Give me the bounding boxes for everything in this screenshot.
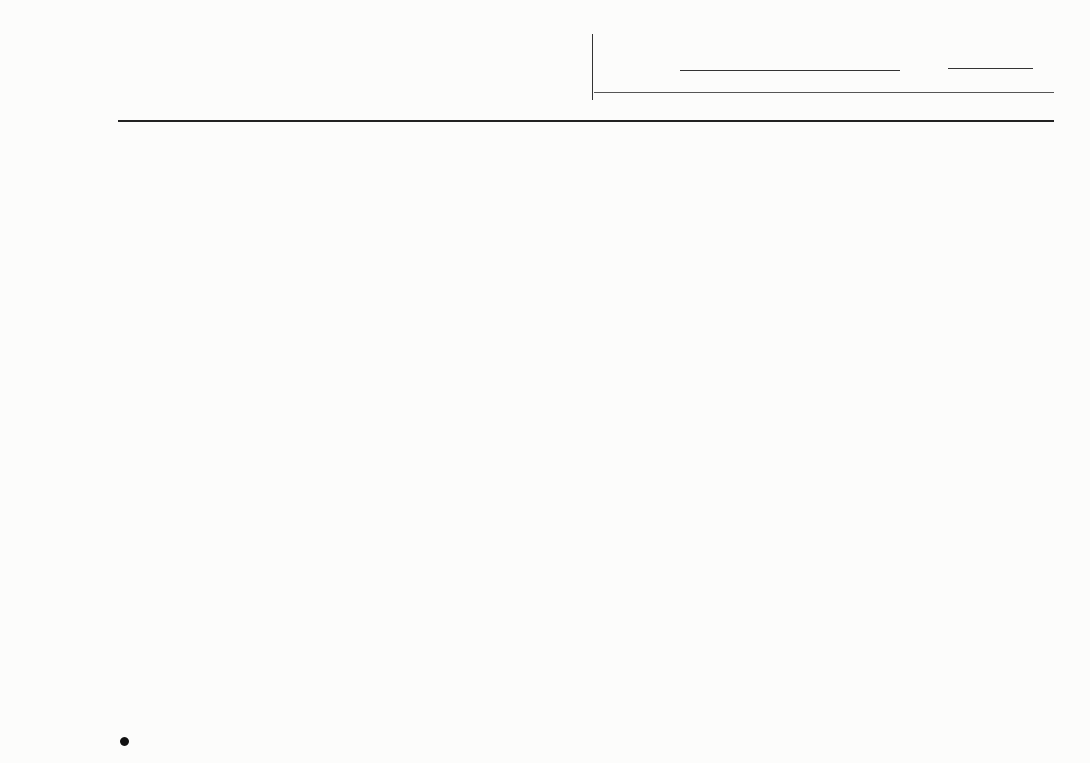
print-code xyxy=(120,737,133,746)
printer-mark-icon xyxy=(120,737,129,746)
